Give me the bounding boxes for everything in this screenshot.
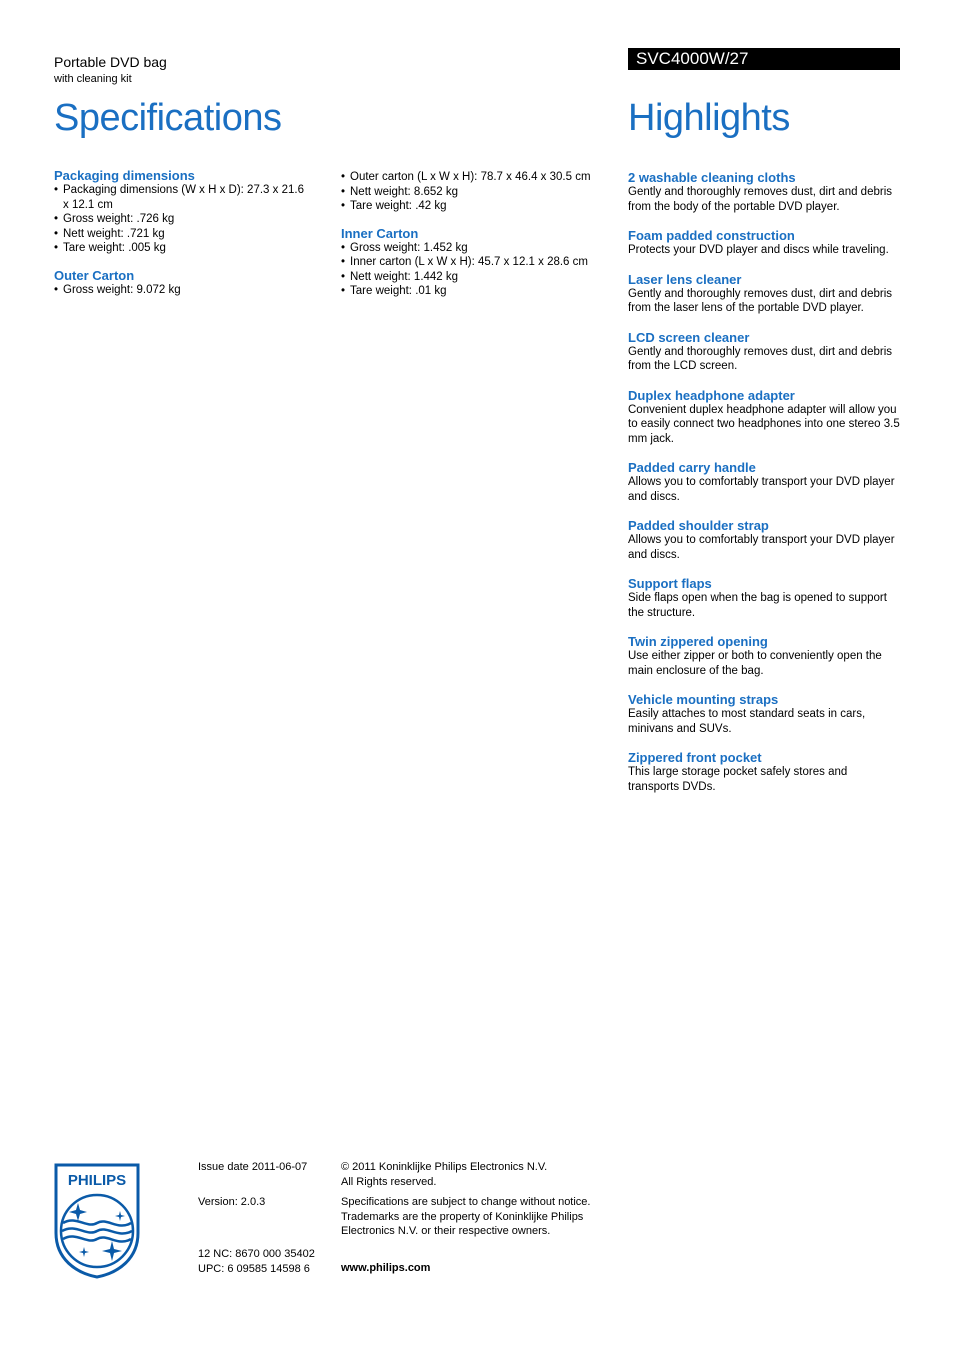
highlights-column (628, 170, 900, 808)
highlight-item (628, 518, 900, 562)
highlight-item (628, 634, 900, 678)
spec-section-outer-carton-cont (341, 170, 616, 214)
spec-section-packaging (54, 168, 304, 256)
disclaimer-line: Specifications are subject to change without notice. (341, 1196, 591, 1208)
highlight-item (628, 692, 900, 736)
spec-item: • Tare weight: .42 kg (341, 199, 616, 214)
specs-column-2 (341, 170, 616, 311)
spec-section-title: Inner Carton (341, 225, 419, 241)
highlight-title: Vehicle mounting straps (628, 692, 779, 707)
spec-item: • Gross weight: 9.072 kg (54, 283, 304, 298)
upc-code: UPC: 6 09585 14598 6 (198, 1262, 310, 1275)
product-codes (198, 1247, 315, 1276)
highlight-title: Support flaps (628, 576, 712, 591)
highlight-description: Allows you to comfortably transport your DVD player and discs. (628, 476, 895, 503)
spec-item: • Tare weight: .01 kg (341, 284, 616, 299)
highlight-description: This large storage pocket safely stores and transports DVDs. (628, 766, 848, 793)
disclaimer-line: Electronics N.V. or their respective owners. (341, 1225, 551, 1237)
disclaimer (341, 1195, 611, 1239)
highlight-item (628, 388, 900, 447)
logo-wordmark: PHILIPS (67, 1172, 127, 1189)
product-subtitle: with cleaning kit (54, 73, 132, 85)
spec-section-title: Outer Carton (54, 267, 135, 283)
spec-item: • Nett weight: 1.442 kg (341, 270, 616, 285)
highlight-title: Twin zippered opening (628, 634, 768, 649)
spec-item: • Outer carton (L x W x H): 78.7 x 46.4 x 30.5 cm (341, 170, 616, 185)
spec-item: • Gross weight: .726 kg (54, 212, 304, 227)
highlight-description: Easily attaches to most standard seats in cars, minivans and SUVs. (628, 708, 866, 735)
model-number-bar: SVC4000W/27 (628, 48, 900, 70)
nc-code: 12 NC: 8670 000 35402 (198, 1248, 315, 1260)
highlight-description: Side flaps open when the bag is opened to support the structure. (628, 592, 887, 619)
spec-section-outer-carton (54, 268, 304, 298)
spec-item: • Tare weight: .005 kg (54, 241, 304, 256)
specs-column-1 (54, 168, 304, 309)
specifications-heading: Specifications (54, 97, 282, 139)
highlight-item (628, 576, 900, 620)
philips-logo (54, 1163, 140, 1279)
highlight-title: LCD screen cleaner (628, 329, 750, 345)
version: Version: 2.0.3 (198, 1196, 266, 1208)
website-link[interactable]: www.philips.com (341, 1262, 431, 1274)
highlight-title: Foam padded construction (628, 228, 795, 243)
highlight-item (628, 750, 900, 794)
disclaimer-line: Trademarks are the property of Koninklijke Philips (341, 1210, 584, 1223)
spec-section-inner-carton (341, 226, 616, 299)
issue-date: Issue date 2011-06-07 (198, 1161, 308, 1173)
spec-item: • Packaging dimensions (W x H x D): 27.3 x 21.6 x 12.1 cm (54, 183, 304, 212)
highlight-description: Use either zipper or both to conveniently open the main enclosure of the bag. (628, 650, 882, 677)
philips-shield-icon (54, 1163, 140, 1279)
highlight-description: Protects your DVD player and discs while traveling. (628, 244, 889, 256)
highlights-heading: Highlights (628, 97, 790, 139)
spec-item: • Nett weight: 8.652 kg (341, 185, 616, 200)
highlight-description: Gently and thoroughly removes dust, dirt and debris from the body of the portable DVD player. (628, 186, 893, 213)
highlight-description: Gently and thoroughly removes dust, dirt and debris from the laser lens of the portable DVD player. (628, 287, 893, 314)
highlight-description: Gently and thoroughly removes dust, dirt and debris from the LCD screen. (628, 345, 893, 372)
highlight-item (628, 272, 900, 316)
highlight-title: Padded shoulder strap (628, 518, 769, 533)
spec-item: • Nett weight: .721 kg (54, 227, 304, 242)
copyright-line: © 2011 Koninklijke Philips Electronics N.V. (341, 1161, 548, 1173)
highlight-item (628, 460, 900, 504)
spec-item: • Gross weight: 1.452 kg (341, 241, 616, 256)
highlight-description: Allows you to comfortably transport your DVD player and discs. (628, 534, 895, 561)
highlight-description: Convenient duplex headphone adapter will allow you to easily connect two headphones into one stereo 3.5 mm jack. (628, 403, 900, 445)
copyright (341, 1160, 611, 1189)
highlight-title: Padded carry handle (628, 460, 756, 475)
highlight-title: 2 washable cleaning cloths (628, 170, 796, 185)
highlight-title: Laser lens cleaner (628, 271, 742, 287)
highlight-title: Zippered front pocket (628, 750, 762, 765)
spec-item: • Inner carton (L x W x H): 45.7 x 12.1 x 28.6 cm (341, 255, 616, 270)
copyright-line: All Rights reserved. (341, 1175, 437, 1188)
highlight-item (628, 228, 900, 258)
highlight-item (628, 330, 900, 374)
highlight-item (628, 170, 900, 214)
product-name: Portable DVD bag (54, 54, 167, 70)
spec-section-title: Packaging dimensions (54, 168, 195, 183)
highlight-title: Duplex headphone adapter (628, 387, 795, 403)
